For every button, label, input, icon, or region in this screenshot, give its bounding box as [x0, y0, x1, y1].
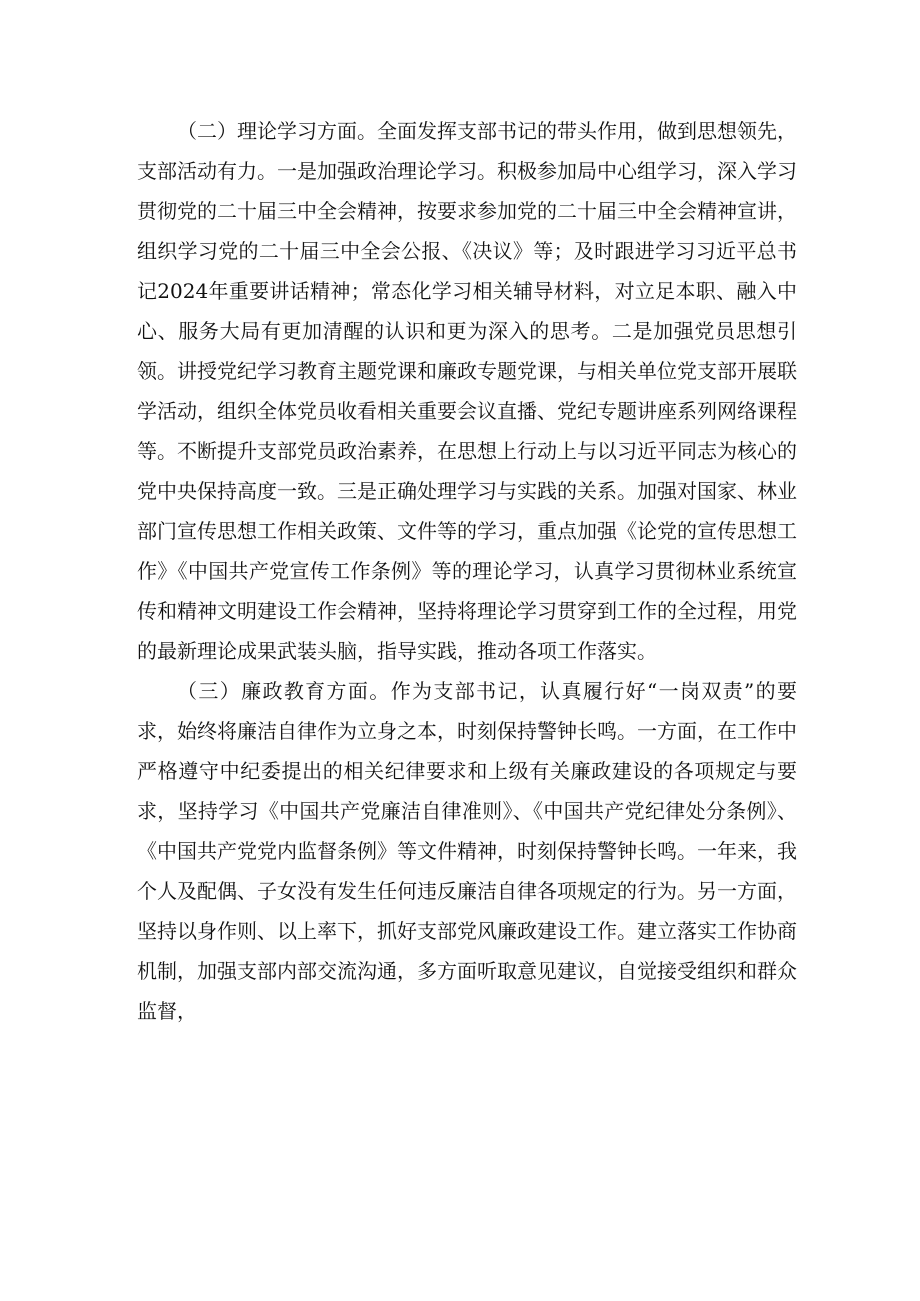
paragraph-integrity-education: （三）廉政教育方面。作为支部书记，认真履行好“一岗双责”的要求，始终将廉洁自律作为立身之本，时刻保持警钟长鸣。一方面，在工作中严格遵守中纪委提出的相关纪律要求和上级有关廉政建设的各项规定与要求，坚持学习《中国共产党廉洁自律准则》、《中国共产党纪律处分条例》、《中国共产党党内监督条例》等文件精神，时刻保持警钟长鸣。一年来，我个人及配偶、子女没有发生任何违反廉洁自律各项规定的行为。另一方面，坚持以身作则、以上率下，抓好支部党风廉政建设工作。建立落实工作协商机制，加强支部内部交流沟通，多方面听取意见建议，自觉接受组织和群众监督，: [137, 679, 797, 1023]
paragraph-theory-study: （二）理论学习方面。全面发挥支部书记的带头作用，做到思想领先，支部活动有力。一是加强政治理论学习。积极参加局中心组学习，深入学习贯彻党的二十届三中全会精神，按要求参加党的二十届三中全会精神宣讲，组织学习党的二十届三中全会公报、《决议》等；及时跟进学习习近平总书记2024年重要讲话精神；常态化学习相关辅导材料，对立足本职、融入中心、服务大局有更加清醒的认识和更为深入的思考。二是加强党员思想引领。讲授党纪学习教育主题党课和廉政专题党课，与相关单位党支部开展联学活动，组织全体党员收看相关重要会议直播、党纪专题讲座系列网络课程等。不断提升支部党员政治素养，在思想上行动上与以习近平同志为核心的党中央保持高度一致。三是正确处理学习与实践的关系。加强对国家、林业部门宣传思想工作相关政策、文件等的学习，重点加强《论党的宣传思想工作》《中国共产党宣传工作条例》等的理论学习，认真学习贯彻林业系统宣传和精神文明建设工作会精神，坚持将理论学习贯穿到工作的全过程，用党的最新理论成果武装头脑，指导实践，推动各项工作落实。: [137, 119, 797, 663]
document-body: [137, 111, 797, 1031]
